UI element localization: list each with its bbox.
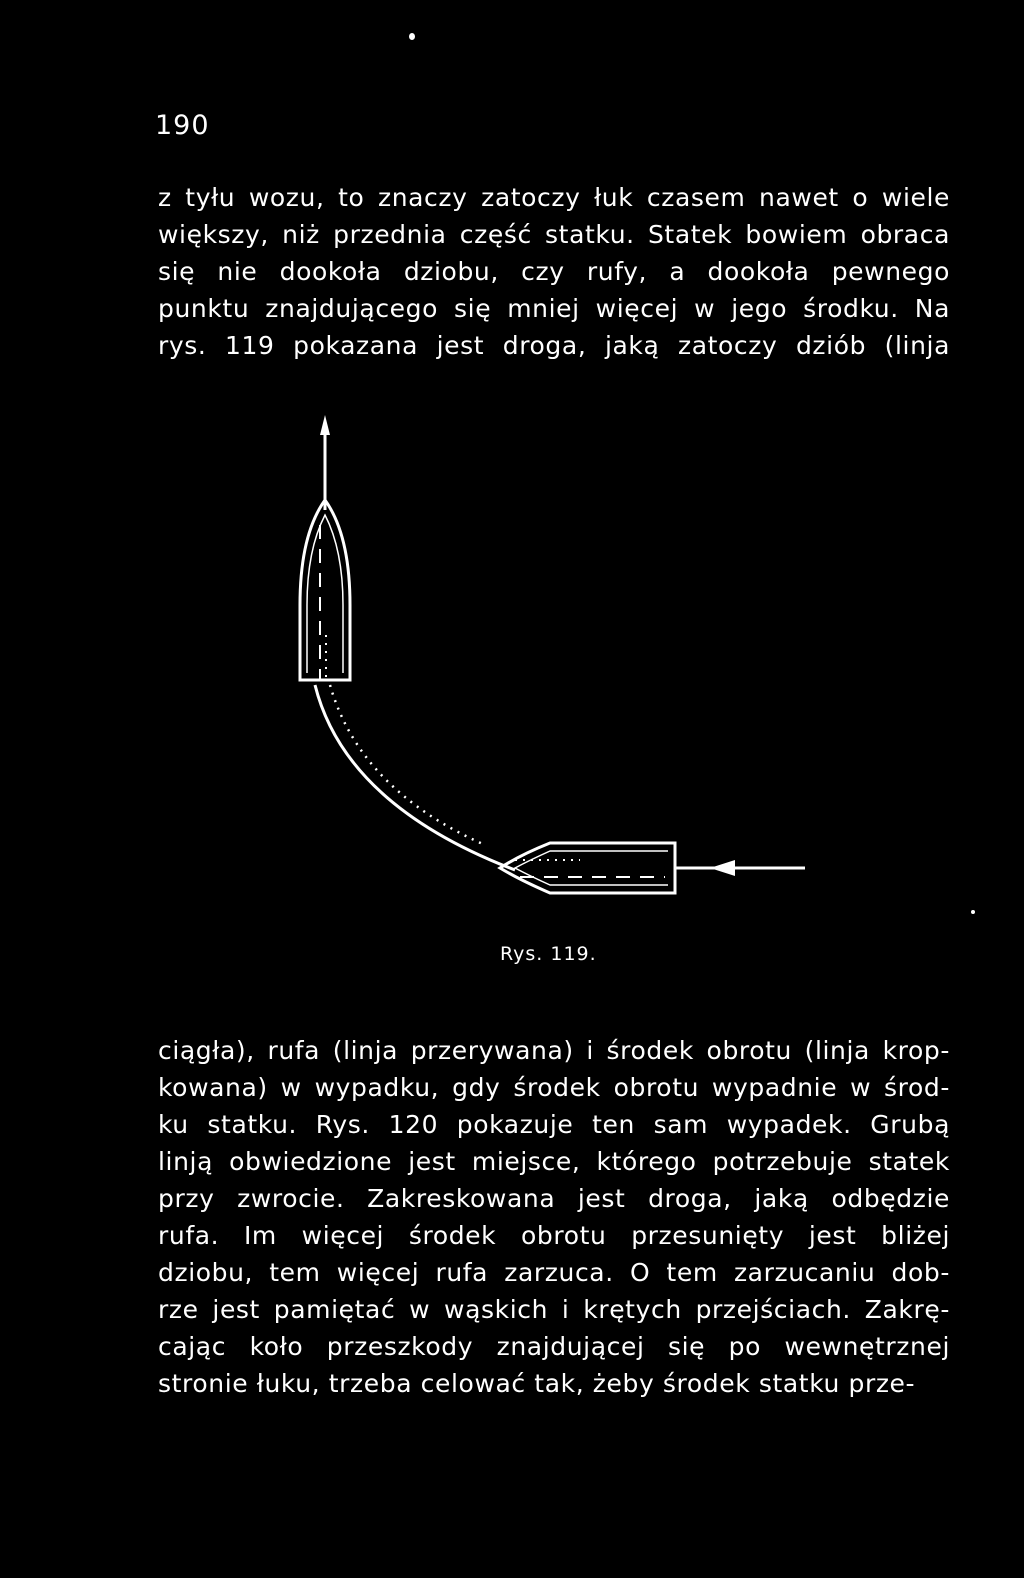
paragraph-1 xyxy=(158,179,950,364)
text-line: dziobu, tem więcej rufa zarzuca. O tem zarzucaniu dob- xyxy=(158,1258,950,1287)
text-line: rys. 119 pokazana jest droga, jaką zatoczy dziób (linja xyxy=(158,331,950,360)
text-line: kowana) w wypadku, gdy środek obrotu wypadnie w środ- xyxy=(158,1073,950,1102)
boat-start-inner xyxy=(307,515,343,673)
paragraph-2 xyxy=(158,1032,950,1402)
print-speck xyxy=(971,910,975,914)
arrowhead-left-icon xyxy=(710,860,735,876)
figure-caption: Rys. 119. xyxy=(500,943,597,965)
text-line: stronie łuku, trzeba celować tak, żeby środek statku prze- xyxy=(158,1369,916,1398)
print-speck xyxy=(409,33,415,40)
text-line: linją obwiedzione jest miejsce, którego potrzebuje statek xyxy=(158,1147,950,1176)
page-number: 190 xyxy=(155,110,210,141)
bow-path-curve xyxy=(315,685,515,870)
text-line: ciągła), rufa (linja przerywana) i środek obrotu (linja krop- xyxy=(158,1036,950,1065)
text-line: z tyłu wozu, to znaczy zatoczy łuk czasem nawet o wiele xyxy=(158,183,950,212)
boat-end-inner xyxy=(515,851,668,885)
boat-turn-diagram xyxy=(250,405,830,915)
text-line: rze jest pamiętać w wąskich i krętych przejściach. Zakrę- xyxy=(158,1295,950,1324)
text-line: rufa. Im więcej środek obrotu przesunięty jest bliżej xyxy=(158,1221,950,1250)
center-path-curve xyxy=(330,685,485,845)
text-line: się nie dookoła dziobu, czy rufy, a dookoła pewnego xyxy=(158,257,950,286)
text-line: ku statku. Rys. 120 pokazuje ten sam wypadek. Grubą xyxy=(158,1110,950,1139)
text-line: większy, niż przednia część statku. Statek bowiem obraca xyxy=(158,220,950,249)
figure-boat-turn-diagram xyxy=(250,405,830,915)
text-line: cając koło przeszkody znajdującej się po wewnętrznej xyxy=(158,1332,950,1361)
text-line: punktu znajdującego się mniej więcej w jego środku. Na xyxy=(158,294,950,323)
text-line: przy zwrocie. Zakreskowana jest droga, jaką odbędzie xyxy=(158,1184,950,1213)
